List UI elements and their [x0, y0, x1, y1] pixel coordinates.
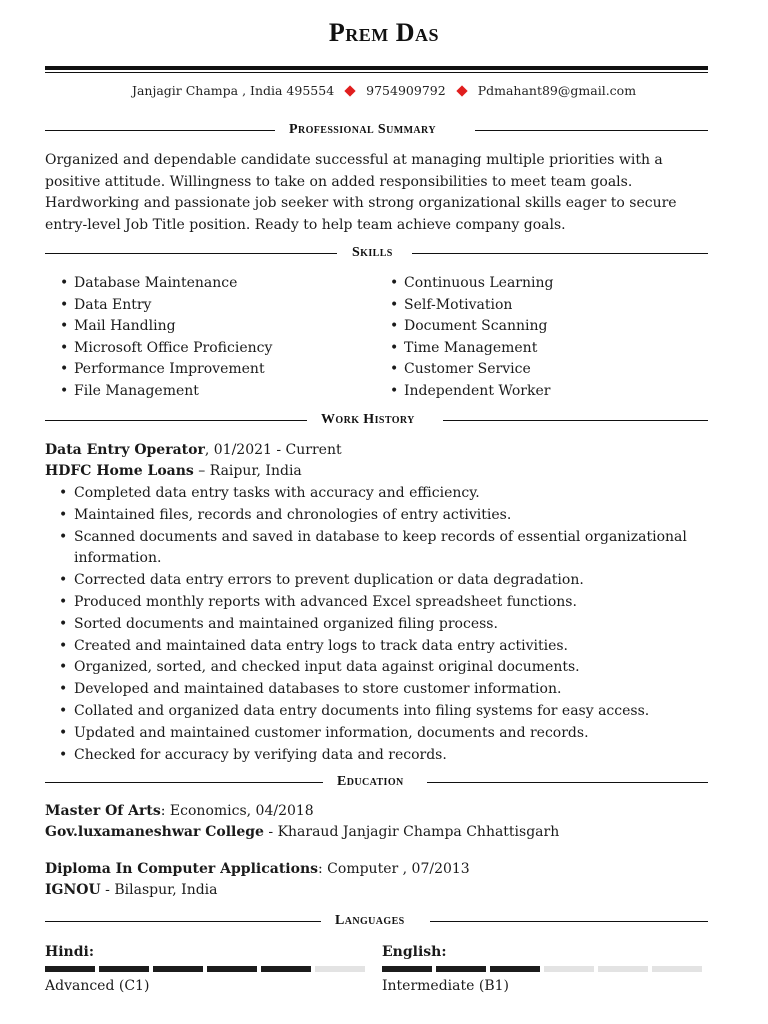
job-dates: , 01/2021 - Current — [204, 442, 342, 458]
duty-item: • Organized, sorted, and checked input data against original documents. — [59, 657, 709, 679]
skill-item: • File Management — [60, 381, 272, 403]
header-rule-thin — [45, 72, 708, 73]
job-title: Data Entry Operator — [45, 442, 205, 458]
skill-item: • Customer Service — [390, 359, 553, 381]
section-header-summary — [45, 122, 708, 138]
section-rule — [412, 253, 708, 254]
section-title-education: Education — [337, 774, 404, 789]
section-rule — [427, 782, 708, 783]
skill-item: • Self-Motivation — [390, 295, 553, 317]
section-header-education — [45, 774, 708, 790]
education-place: - Kharaud Janjagir Champa Chhattisgarh — [263, 824, 560, 840]
education-school: Gov.luxamaneshwar College — [45, 824, 264, 840]
level-segment-filled — [261, 966, 311, 972]
duty-item: • Created and maintained data entry logs to track data entry activities. — [59, 636, 709, 658]
summary-line: entry-level Job Title position. Ready to help team achieve company goals. — [45, 217, 566, 234]
language-hindi — [45, 944, 365, 994]
section-rule — [45, 130, 275, 131]
section-rule — [45, 420, 307, 421]
skill-item: • Document Scanning — [390, 316, 553, 338]
skill-item: • Independent Worker — [390, 381, 553, 403]
skill-item: • Time Management — [390, 338, 553, 360]
contact-email: Pdmahant89@gmail.com — [477, 83, 637, 98]
skill-item: • Performance Improvement — [60, 359, 272, 381]
level-segment-empty — [315, 966, 365, 972]
section-header-languages — [45, 913, 708, 929]
education-detail: : Computer , 07/2013 — [318, 861, 470, 877]
duty-item: • Updated and maintained customer information, documents and records. — [59, 723, 709, 745]
language-level-bar — [45, 966, 365, 972]
duty-item: • Checked for accuracy by verifying data and records. — [59, 745, 709, 767]
education-place: - Bilaspur, India — [100, 882, 218, 898]
section-title-skills: Skills — [352, 245, 393, 260]
contact-phone: 9754909792 — [366, 83, 446, 98]
section-rule — [443, 420, 708, 421]
candidate-name: Prem Das — [328, 18, 440, 47]
duty-item: • Corrected data entry errors to prevent duplication or data degradation. — [59, 570, 709, 592]
job-company-line — [45, 461, 302, 483]
contact-line — [0, 82, 768, 98]
language-level-bar — [382, 966, 702, 972]
education-degree: Master Of Arts — [45, 803, 161, 819]
section-rule — [430, 921, 708, 922]
section-rule — [45, 782, 323, 783]
level-segment-filled — [436, 966, 486, 972]
duty-item: • Collated and organized data entry documents into filing systems for easy access. — [59, 701, 709, 723]
level-segment-empty — [652, 966, 702, 972]
level-segment-filled — [99, 966, 149, 972]
duty-item: • Scanned documents and saved in database to keep records of essential organizational information. — [59, 527, 709, 571]
section-title-summary: Professional Summary — [289, 122, 436, 137]
level-segment-filled — [490, 966, 540, 972]
section-title-languages: Languages — [335, 913, 405, 928]
level-segment-filled — [45, 966, 95, 972]
skill-item: • Data Entry — [60, 295, 272, 317]
education-school-line — [45, 880, 218, 902]
education-school: IGNOU — [45, 882, 101, 898]
level-segment-empty — [544, 966, 594, 972]
job-company: HDFC Home Loans — [45, 463, 194, 479]
language-level: Advanced (C1) — [45, 978, 150, 994]
skill-item: • Database Maintenance — [60, 273, 272, 295]
section-rule — [45, 253, 337, 254]
level-segment-filled — [207, 966, 257, 972]
level-segment-empty — [598, 966, 648, 972]
job-title-line — [45, 440, 342, 462]
duty-item: • Sorted documents and maintained organized filing process. — [59, 614, 709, 636]
education-degree: Diploma In Computer Applications — [45, 861, 319, 877]
duty-item: • Completed data entry tasks with accuracy and efficiency. — [59, 483, 709, 505]
language-english — [382, 944, 702, 994]
skills-list-left — [60, 273, 272, 403]
diamond-separator-icon — [456, 85, 467, 96]
duty-item: • Produced monthly reports with advanced Excel spreadsheet functions. — [59, 592, 709, 614]
language-name: Hindi: — [45, 944, 94, 960]
duty-item: • Maintained files, records and chronologies of entry activities. — [59, 505, 709, 527]
summary-line: Organized and dependable candidate successful at managing multiple priorities with a — [45, 152, 663, 168]
education-degree-line — [45, 801, 314, 823]
skill-item: • Continuous Learning — [390, 273, 553, 295]
diamond-separator-icon — [344, 85, 355, 96]
education-detail: : Economics, 04/2018 — [160, 803, 314, 819]
job-location: – Raipur, India — [193, 463, 302, 479]
contact-location: Janjagir Champa , India 495554 — [131, 83, 335, 98]
education-school-line — [45, 822, 559, 844]
job-duties-list — [59, 483, 709, 766]
skills-list-right — [390, 273, 553, 403]
section-rule — [475, 130, 708, 131]
language-name: English: — [382, 944, 447, 960]
education-degree-line — [45, 859, 470, 881]
skill-item: • Microsoft Office Proficiency — [60, 338, 272, 360]
summary-text — [45, 150, 708, 237]
section-header-work — [45, 412, 708, 428]
summary-line: positive attitude. Willingness to take on added responsibilities to meet team goals. — [45, 173, 633, 190]
skill-item: • Mail Handling — [60, 316, 272, 338]
section-title-work: Work History — [321, 412, 415, 427]
level-segment-filled — [382, 966, 432, 972]
duty-item: • Developed and maintained databases to store customer information. — [59, 679, 709, 701]
level-segment-filled — [153, 966, 203, 972]
header-rule-thick — [45, 66, 708, 70]
summary-line: Hardworking and passionate job seeker with strong organizational skills eager to secure — [45, 195, 677, 212]
language-level: Intermediate (B1) — [382, 978, 509, 994]
section-rule — [45, 921, 321, 922]
section-header-skills — [45, 245, 708, 261]
